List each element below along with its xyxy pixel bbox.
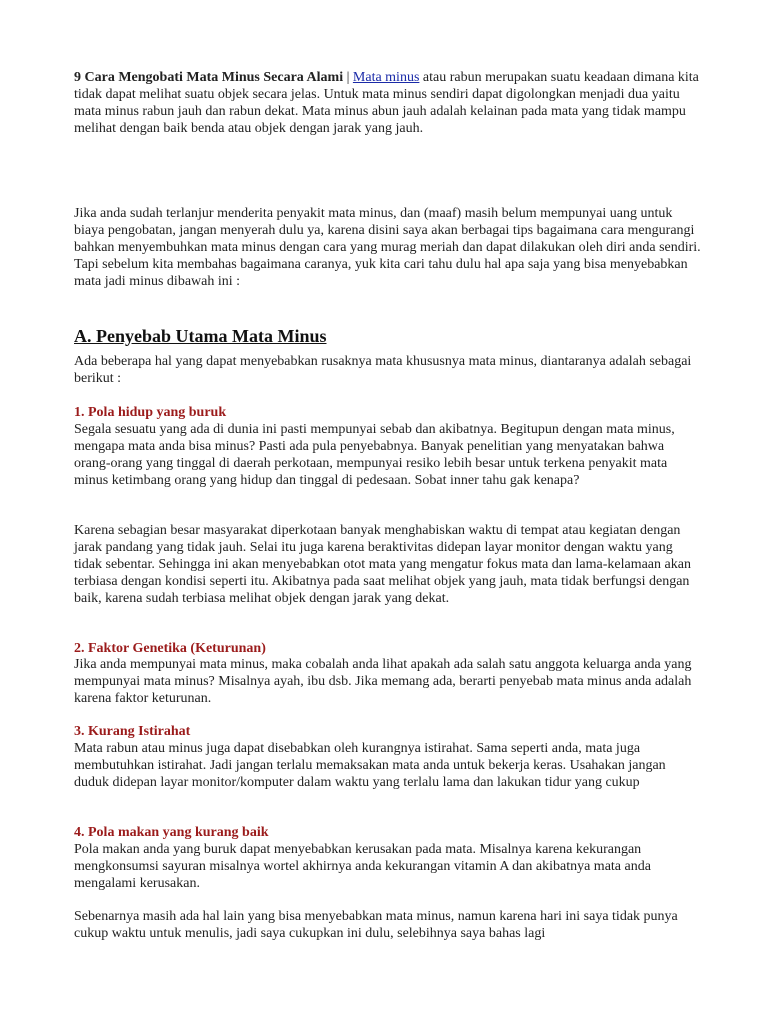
title-separator: |: [343, 70, 353, 85]
closing-paragraph: Sebenarnya masih ada hal lain yang bisa menyebabkan mata minus, namun karena hari ini saya tidak punya cukup waktu untuk menulis, jadi saya cukupkan ini dulu, selebihnya saya bahas lagi: [74, 909, 678, 941]
item-2-title: 2. Faktor Genetika (Keturunan): [74, 641, 266, 656]
section-a-intro: Ada beberapa hal yang dapat menyebabkan rusaknya mata khususnya mata minus, diantaranya adalah sebagai berikut :: [74, 354, 692, 386]
item-2-paragraph: Jika anda mempunyai mata minus, maka cobalah anda lihat apakah ada salah satu anggota keluarga anda yang mempunyai mata minus? Misalnya ayah, ibu dsb. Jika memang ada, berarti penyebab mata minus anda adalah karena faktor keturunan.: [74, 657, 692, 706]
article-title: 9 Cara Mengobati Mata Minus Secara Alami: [74, 70, 344, 85]
intro-text: atau rabun merupakan suatu keadaan dimana kita tidak dapat melihat suatu objek secara jelas. Untuk mata minus sendiri dapat digolongkan menjadi dua yaitu mata minus rabun jauh dan rabun dekat. Mata minus abun jauh adalah kelainan pada mata yang tidak mampu melihat dengan baik benda atau objek dengan jarak yang jauh.: [74, 70, 699, 136]
item-4-title: 4. Pola makan yang kurang baik: [74, 825, 269, 840]
item-1-title: 1. Pola hidup yang buruk: [74, 405, 227, 420]
intro-paragraph: [74, 70, 704, 138]
mata-minus-link[interactable]: Mata minus: [352, 70, 420, 85]
item-4-paragraph: Pola makan anda yang buruk dapat menyebabkan kerusakan pada mata. Misalnya karena kekurangan mengkonsumsi sayuran misalnya wortel akhirnya anda kekurangan vitamin A dan akibatnya mata anda mengalami kerusakan.: [74, 842, 651, 891]
item-3-title: 3. Kurang Istirahat: [74, 724, 191, 739]
item-3-paragraph: Mata rabun atau minus juga dapat disebabkan oleh kurangnya istirahat. Sama seperti anda, mata juga membutuhkan istirahat. Jadi jangan terlalu memaksakan mata anda untuk bekerja keras. Usahakan jangan duduk didepan layar monitor/komputer dalam waktu yang terlalu lama dan lakukan tidur yang cukup: [74, 741, 666, 790]
item-1-paragraph-1: Segala sesuatu yang ada di dunia ini pasti mempunyai sebab dan akibatnya. Begitupun dengan mata minus, mengapa mata anda bisa minus? Pasti ada pula penyebabnya. Banyak penelitian yang menyatakan bahwa orang-orang yang tinggal di daerah perkotaan, mempunyai resiko lebih besar untuk terkena penyakit mata minus ketimbang orang yang hidup dan tinggal di pedesaan. Sobat inner tahu gak kenapa?: [74, 422, 675, 488]
paragraph-2: Jika anda sudah terlanjur menderita penyakit mata minus, dan (maaf) masih belum mempunyai uang untuk biaya pengobatan, jangan menyerah dulu ya, karena disini saya akan berbagai tips bagaimana cara mengurangi bahkan menyembuhkan mata minus dengan cara yang murag meriah dan dapat dilakukan oleh diri anda sendiri. Tapi sebelum kita membahas bagaimana caranya, yuk kita cari tahu dulu hal apa saja yang bisa menyebabkan mata jadi minus dibawah ini :: [74, 206, 701, 289]
section-a-heading: A. Penyebab Utama Mata Minus: [74, 326, 327, 346]
item-1-paragraph-2: Karena sebagian besar masyarakat diperkotaan banyak menghabiskan waktu di tempat atau kegiatan dengan jarak pandang yang tidak jauh. Selai itu juga karena beraktivitas didepan layar monitor dengan waktu yang tidak sebentar. Sehingga ini akan menyebabkan otot mata yang mengatur fokus mata dan lama-kelamaan akan terbiasa dengan kondisi seperti itu. Akibatnya pada saat melihat objek yang jauh, mata tidak berfungsi dengan baik, karena sudah terbiasa melihat objek dengan jarak yang dekat.: [74, 523, 691, 606]
